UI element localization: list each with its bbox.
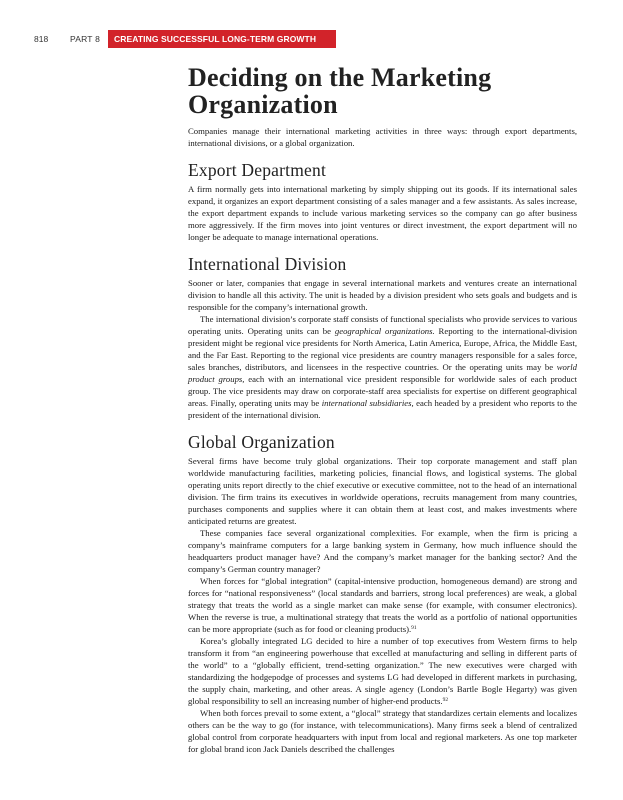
global-paragraph-5: When both forces prevail to some extent, a “glocal” strategy that standardizes certain elements and localizes others can be the way to go (for instance, with telecommunications). Many firms seek a blend of centralized global control from corporate headquarters with input from local and regional marketers. As one top marketer for global brand icon Jack Daniels described the challenges xyxy=(188,708,577,754)
heading-global-organization: Global Organization xyxy=(188,432,335,452)
footnote-ref-92: 92 xyxy=(442,697,449,703)
export-paragraph: A firm normally gets into international marketing by simply shipping out its goods. If its international sales expand, it organizes an export department consisting of a sales manager and a few assistants. As sales increase, the export department expands to include various marketing services so the company can go after business more aggressively. If the firm moves into joint ventures or direct investment, the export department will no longer be adequate to manage international operations. xyxy=(188,184,577,242)
emphasis-world-product-groups: world product groups, xyxy=(188,362,577,384)
article-body xyxy=(188,64,577,755)
global-paragraph-4: Korea’s globally integrated LG decided to hire a number of top executives from Western firms to help transform it from “an engineering powerhouse that excelled at manufacturing and selling in different parts of the world” to a “globally efficient, trend-setting organization.” The new executives were charged with standardizing the hodgepodge of processes and systems LG had developed in different markets in purchasing, the supply chain, marketing, and other areas. A single agency (London’s Bartle Bogle Hegarty) was given global responsibility to sell an increasing number of higher-end products.$^{92}$ xyxy=(188,636,577,706)
page-title: Deciding on the Marketing Organization xyxy=(188,63,492,119)
footnote-ref-91: 91 xyxy=(411,625,417,631)
section-banner-text: CREATING SUCCESSFUL LONG-TERM GROWTH xyxy=(114,34,317,44)
international-paragraph-1: Sooner or later, companies that engage in several international markets and ventures create an international division to handle all this activity. The unit is headed by a division president who sets goals and budgets and is responsible for the company’s international growth. xyxy=(188,278,577,312)
global-paragraph-2: These companies face several organizational complexities. For example, when the firm is pricing a company’s mainframe computers for a large banking system in Germany, how much influence should the headquarters product manager have? And the company’s market manager for the banking sector? And the company’s German country manager? xyxy=(188,528,577,574)
global-paragraph-3: When forces for “global integration” (capital-intensive production, homogeneous demand) are strong and forces for “national responsiveness” (local standards and barriers, strong local preferences) are weak, a global strategy that treats the world as a single market can make sense (for example, with consumer electronics). When the reverse is true, a multinational strategy that treats the world as a portfolio of national opportunities can be more appropriate (such as for food or cleaning products).$^{91}$ xyxy=(188,576,577,634)
section-banner xyxy=(108,30,336,48)
page-number: 818 xyxy=(34,34,49,44)
heading-international-division: International Division xyxy=(188,254,347,274)
intro-paragraph: Companies manage their international marketing activities in three ways: through export departments, international divisions, or a global organization. xyxy=(188,126,577,148)
running-header xyxy=(0,30,623,48)
global-paragraph-1: Several firms have become truly global organizations. Their top corporate management and staff plan worldwide manufacturing facilities, marketing policies, financial flows, and logistical systems. The global operating units report directly to the chief executive or executive committee, not to the head of an international division. The firm trains its executives in worldwide operations, recruits management from many countries, purchases components and supplies where it can obtain them at least cost, and makes investments where anticipated returns are greatest. xyxy=(188,456,577,526)
heading-export-department: Export Department xyxy=(188,160,327,180)
emphasis-international-subsidiaries: international subsidiaries, xyxy=(321,398,414,408)
emphasis-geographical: geographical organizations. xyxy=(334,326,435,336)
international-paragraph-2: The international division’s corporate staff consists of functional specialists who provide services to various operating units. Operating units can be geographical organizations. Reporting to the international-division president might be regional vice presidents for North America, Latin America, Europe, Africa, the Middle East, and the Far East. Reporting to the regional vice presidents are country managers responsible for a sales force, sales branches, distributors, and licensees in the respective countries. Or the operating units may be world product groups, each with an international vice president responsible for worldwide sales of each product group. The vice presidents may draw on corporate-staff area specialists for expertise on different geographical areas. Finally, operating units may be international subsidiaries, each headed by a president who reports to the president of the international division. xyxy=(188,314,578,420)
part-label: PART 8 xyxy=(70,34,101,44)
